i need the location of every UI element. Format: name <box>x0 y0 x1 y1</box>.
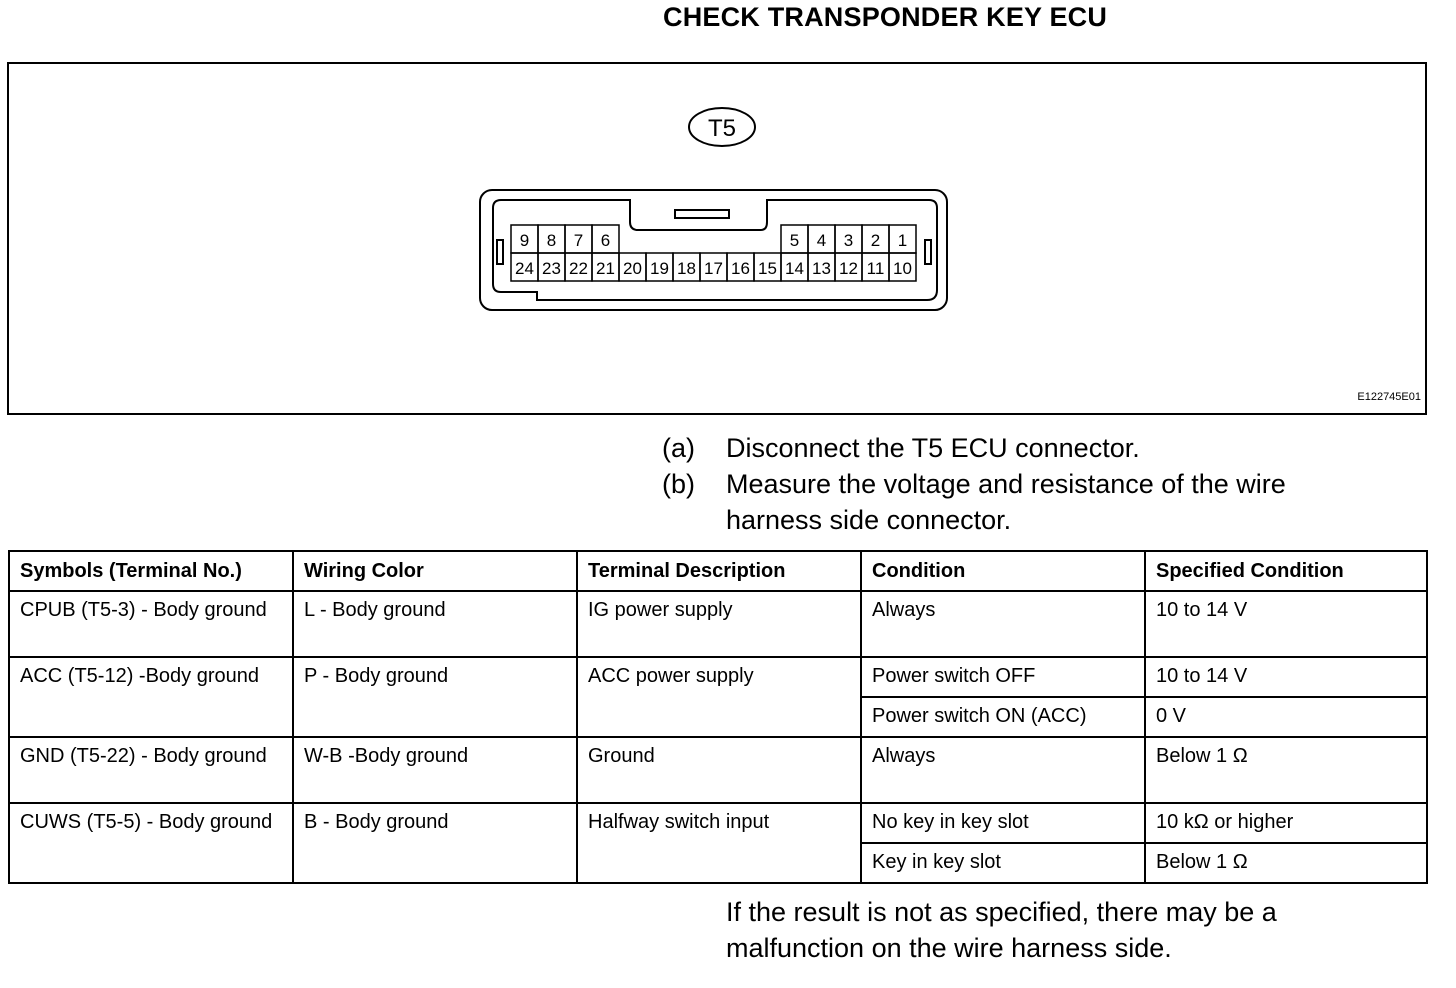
pin-number: 15 <box>758 259 777 278</box>
pin-number: 9 <box>519 231 530 250</box>
header-wiring-color: Wiring Color <box>293 551 577 591</box>
cell-wiring: L - Body ground <box>293 591 577 657</box>
connector-figure <box>7 62 1427 415</box>
cell-spec: Below 1 Ω <box>1145 843 1427 883</box>
pin-number: 1 <box>897 231 908 250</box>
pin-number: 12 <box>839 259 858 278</box>
connector-housing-inner <box>493 200 937 300</box>
table-row <box>9 803 1427 843</box>
pin-number: 6 <box>600 231 611 250</box>
pin-number: 19 <box>650 259 669 278</box>
header-specified-condition: Specified Condition <box>1145 551 1427 591</box>
cell-condition: Always <box>861 591 1145 657</box>
pin-number: 23 <box>542 259 561 278</box>
connector-pins <box>511 225 916 281</box>
cell-condition: Power switch OFF <box>861 657 1145 697</box>
pin-number: 22 <box>569 259 588 278</box>
cell-spec: 0 V <box>1145 697 1427 737</box>
cell-symbol: CPUB (T5-3) - Body ground <box>9 591 293 657</box>
result-note: If the result is not as specified, there may be a malfunction on the wire harness side. <box>726 897 1277 963</box>
table-row <box>9 737 1427 803</box>
table-row <box>9 591 1427 657</box>
connector-label: T5 <box>707 115 737 142</box>
cell-symbol: ACC (T5-12) -Body ground <box>9 657 293 737</box>
pin-number: 17 <box>704 259 723 278</box>
cell-wiring: W-B -Body ground <box>293 737 577 803</box>
inspection-table <box>8 550 1428 884</box>
page-title: CHECK TRANSPONDER KEY ECU <box>663 2 1108 32</box>
cell-spec: 10 kΩ or higher <box>1145 803 1427 843</box>
pin-number: 10 <box>893 259 912 278</box>
pin-number: 13 <box>812 259 831 278</box>
step-b <box>662 466 1386 538</box>
pin-number: 8 <box>546 231 557 250</box>
pin-number: 24 <box>515 259 534 278</box>
table-header-row <box>9 551 1427 591</box>
connector-left-tab <box>497 240 503 264</box>
pin-number: 2 <box>870 231 881 250</box>
pin-number: 3 <box>843 231 854 250</box>
cell-symbol: GND (T5-22) - Body ground <box>9 737 293 803</box>
step-letter: (b) <box>662 469 695 499</box>
pin-number: 14 <box>785 259 804 278</box>
step-text: Disconnect the T5 ECU connector. <box>726 433 1140 463</box>
pin-number: 11 <box>866 259 885 278</box>
table-row <box>9 657 1427 697</box>
connector-diagram <box>9 64 1425 413</box>
header-symbols: Symbols (Terminal No.) <box>9 551 293 591</box>
pin-number: 16 <box>731 259 750 278</box>
cell-condition: Power switch ON (ACC) <box>861 697 1145 737</box>
cell-condition: Key in key slot <box>861 843 1145 883</box>
pin-number: 5 <box>789 231 800 250</box>
header-condition: Condition <box>861 551 1145 591</box>
step-a <box>662 430 1386 466</box>
cell-spec: Below 1 Ω <box>1145 737 1427 803</box>
cell-condition: No key in key slot <box>861 803 1145 843</box>
cell-spec: 10 to 14 V <box>1145 591 1427 657</box>
cell-spec: 10 to 14 V <box>1145 657 1427 697</box>
cell-desc: Ground <box>577 737 861 803</box>
cell-wiring: P - Body ground <box>293 657 577 737</box>
pin-number: 4 <box>816 231 827 250</box>
cell-desc: Halfway switch input <box>577 803 861 883</box>
step-text: Measure the voltage and resistance of the wire harness side connector. <box>726 469 1286 535</box>
header-terminal-description: Terminal Description <box>577 551 861 591</box>
connector-right-tab <box>925 240 931 264</box>
cell-desc: ACC power supply <box>577 657 861 737</box>
pin-number: 20 <box>623 259 642 278</box>
pin-number: 21 <box>596 259 615 278</box>
connector-latch <box>675 210 729 218</box>
cell-symbol: CUWS (T5-5) - Body ground <box>9 803 293 883</box>
pin-number: 7 <box>573 231 584 250</box>
cell-condition: Always <box>861 737 1145 803</box>
connector-housing-outer <box>480 190 947 310</box>
cell-wiring: B - Body ground <box>293 803 577 883</box>
cell-desc: IG power supply <box>577 591 861 657</box>
step-letter: (a) <box>662 433 695 463</box>
figure-id: E122745E01 <box>1357 391 1421 403</box>
pin-number: 18 <box>677 259 696 278</box>
procedure-steps <box>662 430 1386 538</box>
